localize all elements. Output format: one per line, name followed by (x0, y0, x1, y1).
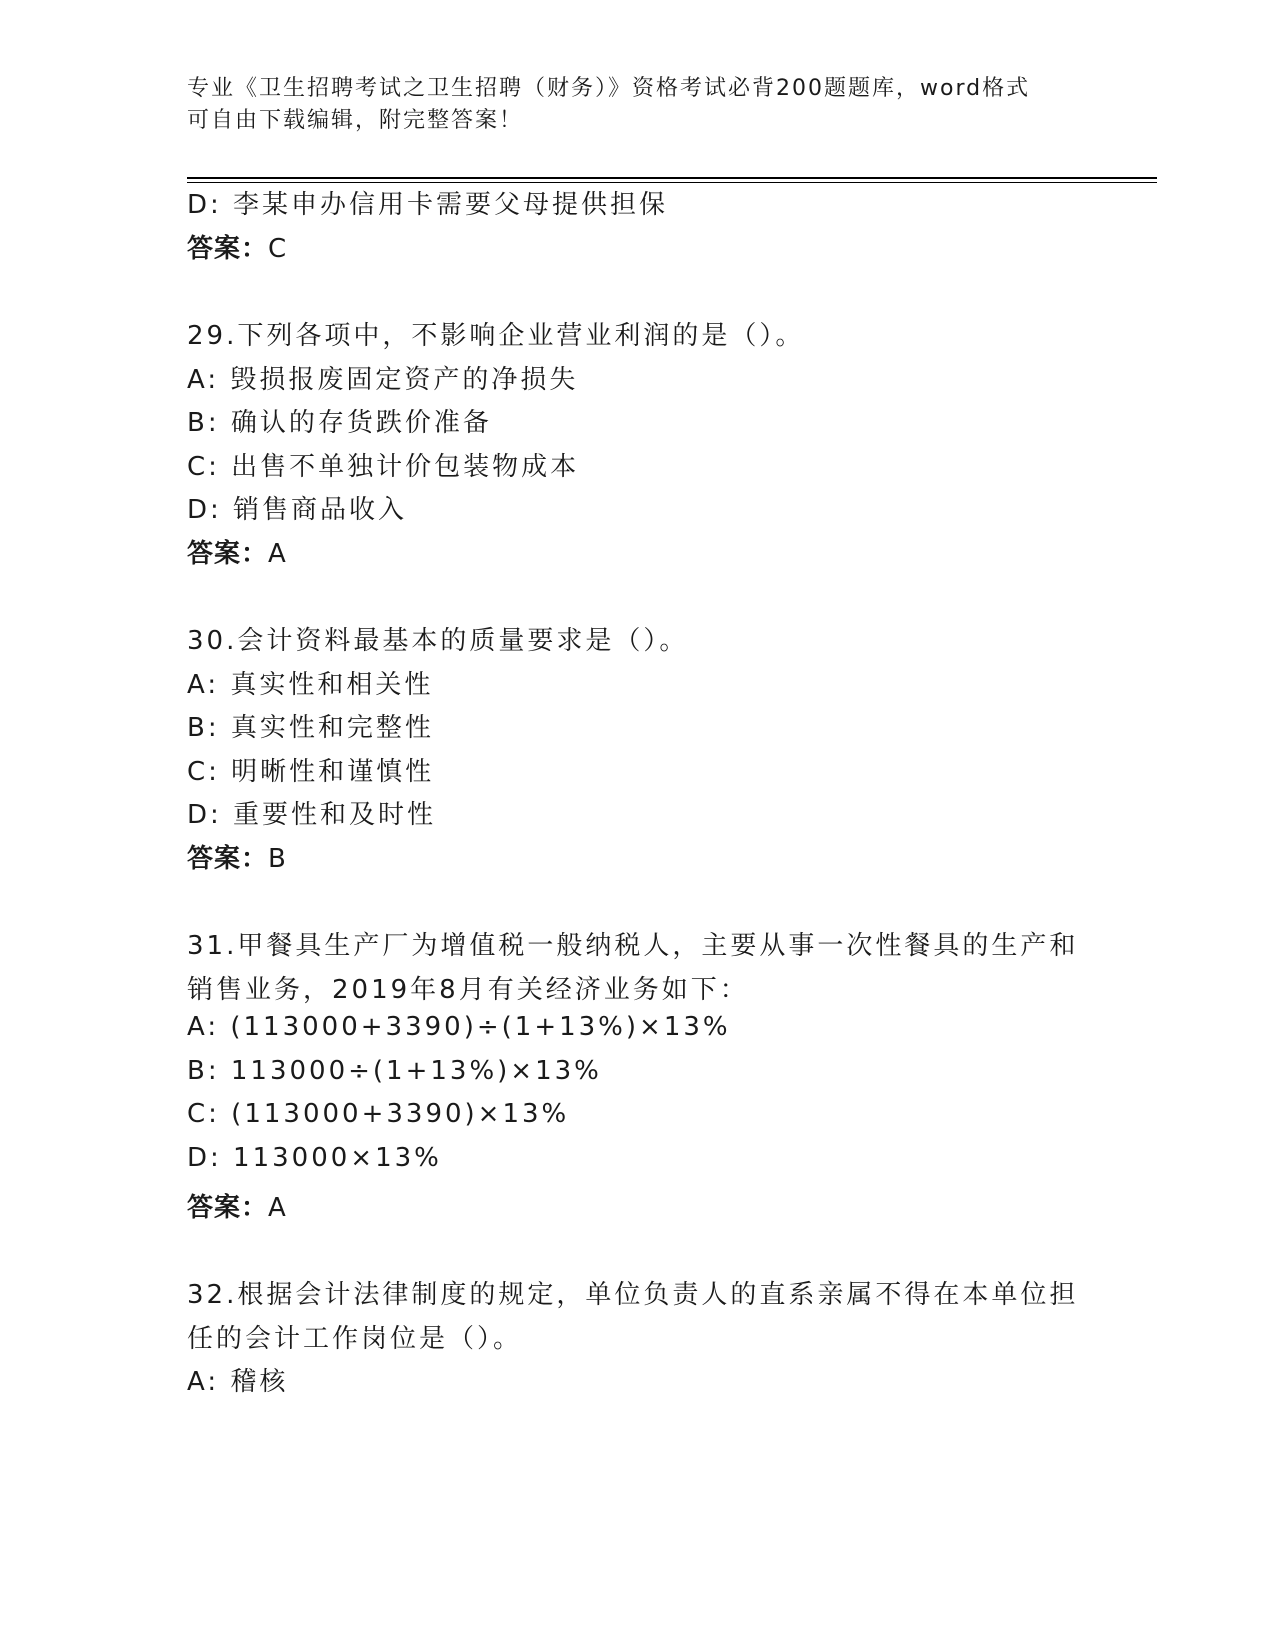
q30-option-d: D: 重要性和及时性 (187, 800, 437, 830)
header-line-2: 可自由下载编辑，附完整答案！ (187, 108, 524, 133)
q30-option-b: B: 真实性和完整性 (187, 713, 434, 743)
answer-label: 答案： (187, 234, 269, 264)
q29-option-b: B: 确认的存货跌价准备 (187, 408, 492, 438)
answer-label: 答案： (187, 844, 269, 874)
q30-stem: 30.会计资料最基本的质量要求是（）。 (187, 626, 689, 656)
prev-answer (187, 228, 286, 265)
answer-value: B (268, 844, 286, 874)
header-line-1: 专业《卫生招聘考试之卫生招聘（财务）》资格考试必背200题题库，word格式 (187, 76, 1031, 101)
q31-option-d: D: 113000×13% (187, 1143, 442, 1173)
answer-label: 答案： (187, 539, 269, 569)
answer-value: C (268, 234, 287, 264)
answer-value: A (268, 539, 286, 569)
q29-option-d: D: 销售商品收入 (187, 495, 408, 525)
q31-stem-line-2: 销售业务，2019年8月有关经济业务如下： (187, 975, 749, 1005)
q30-answer (187, 838, 286, 875)
answer-value: A (268, 1193, 286, 1223)
q32-stem-line-1: 32.根据会计法律制度的规定，单位负责人的直系亲属不得在本单位担 (187, 1280, 1079, 1310)
q31-option-b: B: 113000÷(1+13%)×13% (187, 1056, 602, 1086)
answer-label: 答案： (187, 1193, 269, 1223)
header-divider-thin (187, 182, 1157, 183)
q29-option-c: C: 出售不单独计价包装物成本 (187, 452, 580, 482)
q32-stem-line-2: 任的会计工作岗位是（）。 (187, 1324, 523, 1354)
header-divider-thick (187, 177, 1157, 179)
q29-option-a: A: 毁损报废固定资产的净损失 (187, 365, 579, 395)
document-header (187, 73, 1077, 137)
q30-option-a: A: 真实性和相关性 (187, 670, 434, 700)
q29-answer (187, 533, 286, 570)
q29-stem: 29.下列各项中，不影响企业营业利润的是（）。 (187, 321, 805, 351)
q31-stem-line-1: 31.甲餐具生产厂为增值税一般纳税人，主要从事一次性餐具的生产和 (187, 931, 1079, 961)
q31-answer (187, 1187, 286, 1224)
prev-option-d: D: 李某申办信用卡需要父母提供担保 (187, 190, 669, 220)
q31-option-a: A: (113000+3390)÷(1+13%)×13% (187, 1012, 731, 1042)
q30-option-c: C: 明晰性和谨慎性 (187, 757, 435, 787)
q32-option-a: A: 稽核 (187, 1367, 289, 1397)
q31-option-c: C: (113000+3390)×13% (187, 1099, 570, 1129)
